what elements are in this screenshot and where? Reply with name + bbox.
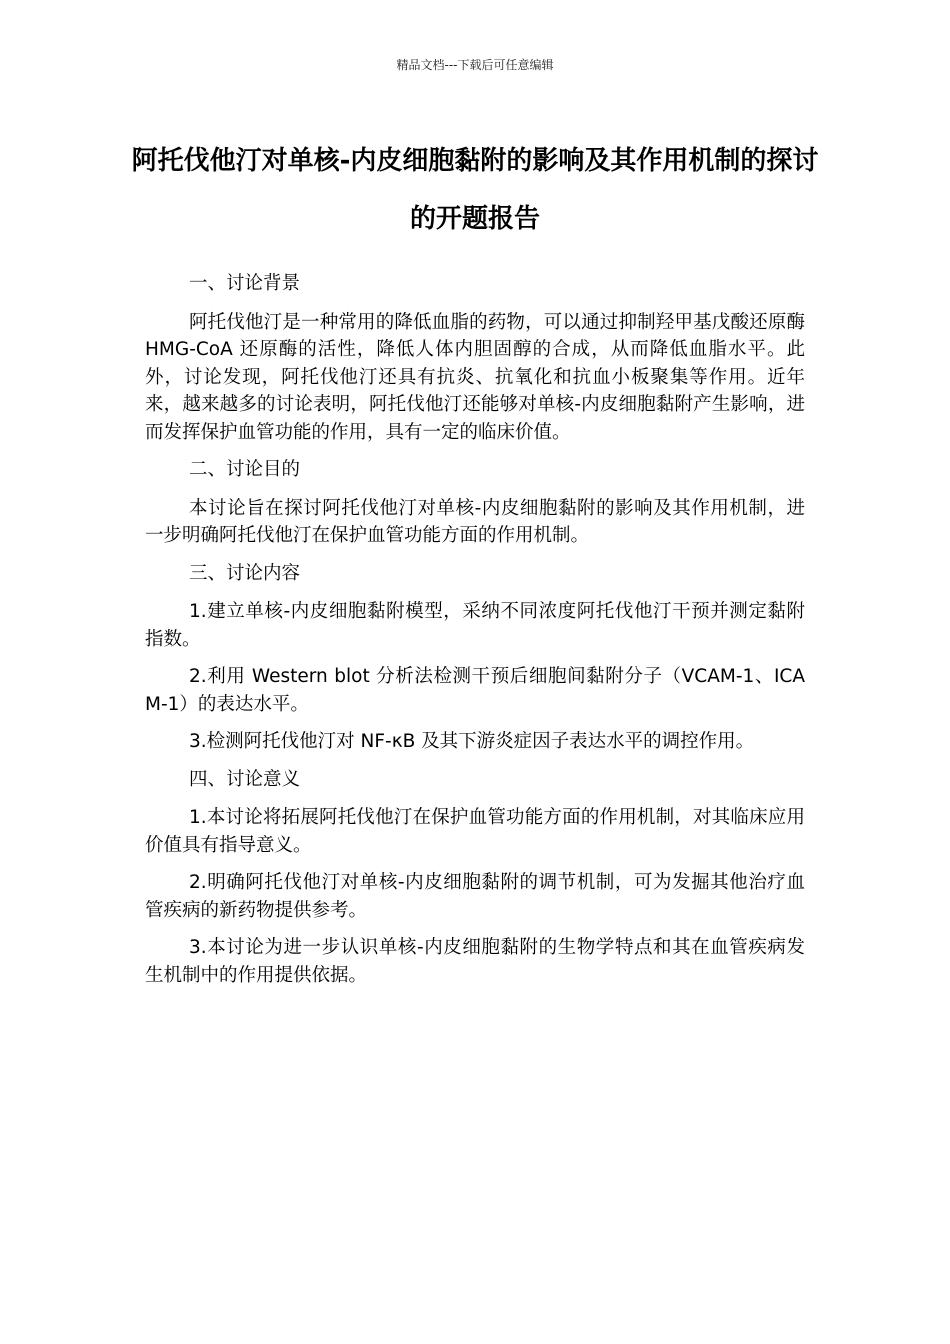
significance-item-1: 1.本讨论将拓展阿托伐他汀在保护血管功能方面的作用机制，对其临床应用价值具有指导意义。	[145, 807, 805, 856]
significance-item-3: 3.本讨论为进一步认识单核-内皮细胞黏附的生物学特点和其在血管疾病发生机制中的作用提供依据。	[145, 937, 805, 986]
background-paragraph: 阿托伐他汀是一种常用的降低血脂的药物，可以通过抑制羟甲基戊酸还原酶 HMG-CoA 还原酶的活性，降低人体内胆固醇的合成，从而降低血脂水平。此外，讨论发现，阿托伐他汀还具有抗炎、抗氧化和抗血小板聚集等作用。近年来，越来越多的讨论表明，阿托伐他汀还能够对单核-内皮细胞黏附产生影响，进而发挥保护血管功能的作用，具有一定的临床价值。	[145, 311, 805, 443]
section-heading-content: 三、讨论内容	[189, 562, 301, 584]
content-item-2: 2.利用 Western blot 分析法检测干预后细胞间黏附分子（VCAM-1、ICAM-1）的表达水平。	[145, 666, 805, 715]
content-item-3: 3.检测阿托伐他汀对 NF-κB 及其下游炎症因子表达水平的调控作用。	[189, 731, 755, 752]
content-item-1: 1.建立单核-内皮细胞黏附模型，采纳不同浓度阿托伐他汀干预并测定黏附指数。	[145, 601, 805, 650]
section-heading-purpose: 二、讨论目的	[189, 459, 301, 480]
section-heading-background: 一、讨论背景	[189, 273, 301, 294]
purpose-paragraph: 本讨论旨在探讨阿托伐他汀对单核-内皮细胞黏附的影响及其作用机制，进一步明确阿托伐他汀在保护血管功能方面的作用机制。	[145, 497, 805, 546]
significance-item-2: 2.明确阿托伐他汀对单核-内皮细胞黏附的调节机制，可为发掘其他治疗血管疾病的新药物提供参考。	[145, 872, 805, 921]
header-note: 精品文档---下载后可任意编辑	[396, 58, 554, 72]
document-title: 阿托伐他汀对单核-内皮细胞黏附的影响及其作用机制的探讨的开题报告	[131, 146, 819, 234]
section-heading-significance: 四、讨论意义	[189, 768, 301, 790]
document-body	[145, 270, 805, 999]
